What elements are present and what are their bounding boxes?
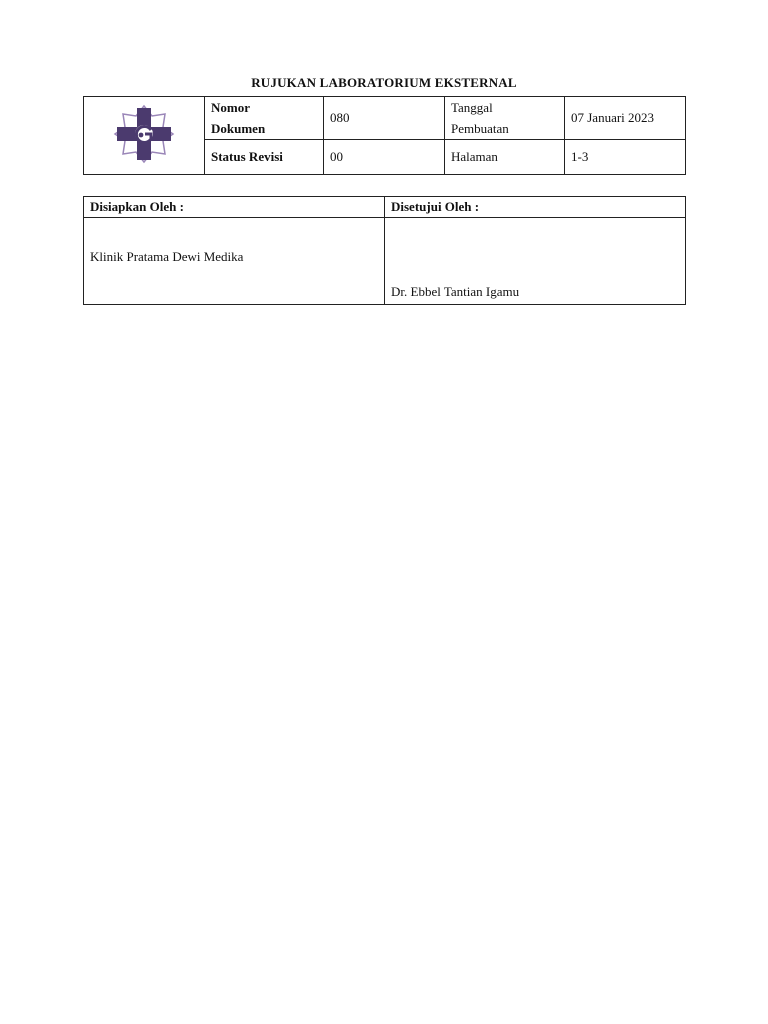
approval-body-row <box>84 218 686 305</box>
approval-header-row <box>84 197 686 218</box>
logo-cell <box>84 97 205 175</box>
prepared-by-text: Klinik Pratama Dewi Medika <box>90 249 244 264</box>
approved-by-value: Dr. Ebbel Tantian Igamu <box>385 218 686 305</box>
clinic-cross-star-logo-icon <box>107 104 181 164</box>
prepared-by-value <box>84 218 385 305</box>
page-value: 1-3 <box>565 140 686 175</box>
document-title: RUJUKAN LABORATORIUM EKSTERNAL <box>251 75 517 90</box>
creation-date-label-cell <box>445 97 565 140</box>
document-header-table <box>83 96 686 175</box>
header-row-1 <box>84 97 686 140</box>
page-label: Halaman <box>445 140 565 175</box>
document-number-value: 080 <box>324 97 445 140</box>
revision-status-value: 00 <box>324 140 445 175</box>
document-number-label-line1: Nomor <box>211 100 250 115</box>
document-number-label-line2: Dokumen <box>211 121 266 136</box>
document-number-label-cell <box>205 97 324 140</box>
creation-date-label-line2: Pembuatan <box>451 121 509 136</box>
approved-by-label: Disetujui Oleh : <box>385 197 686 218</box>
creation-date-value: 07 Januari 2023 <box>565 97 686 140</box>
approval-table <box>83 196 686 305</box>
creation-date-label-line1: Tanggal <box>451 100 493 115</box>
prepared-by-label: Disiapkan Oleh : <box>84 197 385 218</box>
revision-status-label: Status Revisi <box>205 140 324 175</box>
